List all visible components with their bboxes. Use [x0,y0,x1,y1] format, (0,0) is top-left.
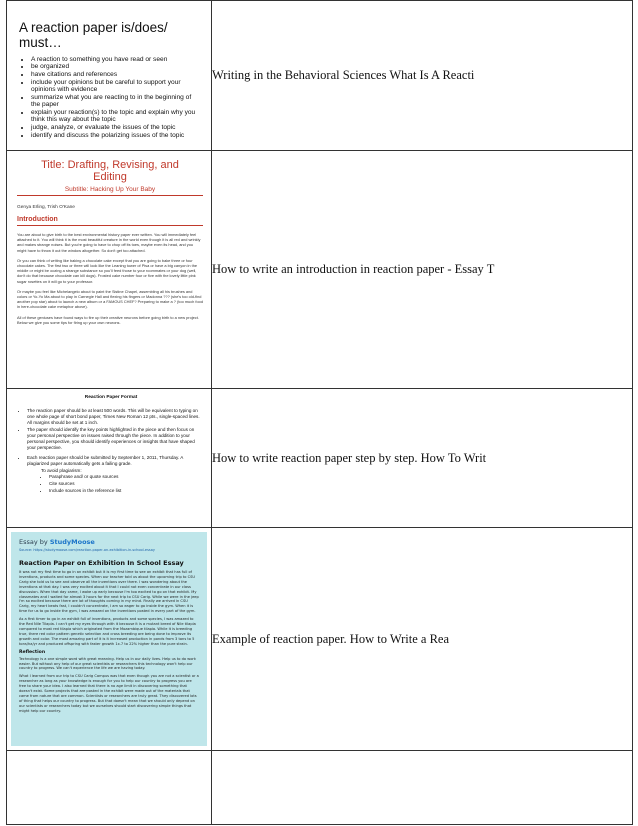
format-list [19,408,203,451]
essay-paragraph: Technology is a one simple word with great meaning. Help us in our daily lives. Help us to do work easier. But without any help of our great scientists or researchers this technology won't help our country to progress. We can't experience the life we are having today. [19,656,196,671]
essay-thumbnail [11,532,207,746]
doc-paragraph: Or you can think of writing like baking a chocolate cake except that you are going to bake three or four chocolate cakes. The first two or three will look like the Leaning tower of Pisa or have a big canyon in the middle or might be oozing a strange substance so you'll feed those to your roommates or your dog (well, don't do that because chocolate can kill dogs). Frosted cake number four or five with the lovely little pink sugar rosettes on it will go to your professor. [17,257,198,284]
doc-paragraph: You are about to give birth to the best environmental history paper ever written. You will immediately feel attached to it. You will think it is the most beautiful creature in the world even though it is all red and wrinkly and makes strange noises. But you're going to have to chop off its toes, maybe even its head, and you might have to throw it out the window altogether. So don't get too attached. [17,232,201,253]
caption-cell[interactable] [212,1,633,151]
bullet-item: • explain your reaction(s) to the topic and explain why you think this way about the topic [31,109,201,124]
grid-row [7,528,633,751]
doc-paragraph: All of these geniuses have found ways to fire up their creative neurons before going birth to a new project. Below we give you some tips for firing up your own neurons. [17,314,199,325]
format-heading: Reaction Paper Format [84,395,138,400]
results-grid [6,0,633,825]
thumbnail-cell[interactable] [7,389,212,528]
bullet-item: • summarize what you are reacting to in the beginning of the paper [31,94,201,109]
format-list [19,455,203,467]
essay-by-label: Essay by [19,538,48,546]
avoid-label: To avoid plagiarism: [41,468,82,473]
grid-row [7,389,633,528]
caption-text: Example of reaction paper. How to Write a Rea [212,631,450,646]
document-thumbnail [7,389,211,527]
avoid-item: • Include sources in the reference list [49,488,203,494]
caption-cell[interactable] [212,528,633,751]
thumbnail-cell[interactable] [7,528,212,751]
format-item: • Each reaction paper should be submitted by September 1, 2011, Thursday. A plagiarized paper automatically gets a failing grade. [27,455,203,467]
essay-paragraph: What I learned from our trip to CSU Carig Campus was that even though you are not a scientist or a researcher as long as your knowledge is enough for you to help our country to progress you are free to share your idea. I also learned that there is no age limit in discovering something that doesn't exist. Some projects that are posted in the exhibit were made out of the materials that came from nature that are common. Scientists or researchers are truly great. They discovered lots of thing that helps our country to progress. But that doesn't mean that we should only depend on our scientists or researchers today but we ourselves should start discovering simple things that might help our country. [19,674,199,713]
essay-source-link[interactable]: Source: https://studymoose.com/reaction-paper-on-exhibition-in-school-essay [19,548,155,552]
avoid-list [19,474,203,494]
avoid-item: • Paraphrase and/ or quote sources [49,474,203,480]
reflection-heading: Reflection [19,649,46,655]
format-item: • The paper should identify the key points highlighted in the piece and then focus on your personal perspective on issues raised through the piece. In addition to your personal perspective, you should identify experiences or insights that have shaped your perspective. [27,427,203,451]
bullet-item: • judge, analyze, or evaluate the issues of the topic [31,124,201,132]
bullet-item: • have citations and references [31,71,201,79]
grid-row [7,1,633,151]
caption-cell[interactable] [212,151,633,389]
grid-row [7,151,633,389]
doc-authors: Genya Erling, Trish O'Kane [17,205,75,210]
caption-text: How to write an introduction in reaction paper - Essay T [212,262,495,276]
bullet-item: • identify and discuss the polarizing issues of the topic [31,132,201,140]
avoid-item: • Cite sources [49,481,203,487]
bullet-item: • A reaction to something you have read or seen [31,56,201,64]
caption-text: Writing in the Behavioral Sciences What Is A Reacti [212,68,475,82]
thumbnail-cell[interactable] [7,1,212,151]
bullet-item: • be organized [31,63,201,71]
doc-title: Title: Drafting, Revising, and Editing [41,159,179,183]
essay-title: Reaction Paper on Exhibition In School Essay [19,559,184,567]
caption-cell[interactable] [212,389,633,528]
document-thumbnail [7,151,211,388]
brand-logo: StudyMoose [49,538,95,546]
bullet-item: • include your opinions but be careful to support your opinions with evidence [31,79,201,94]
empty-cell [7,751,212,825]
empty-cell [212,751,633,825]
doc-paragraph: Or maybe you feel like Michelangelo about to paint the Sistine Chapel, assembling all his brushes and colors or Yo-Yo Ma about to play in Carnegie Hall and flexing his fingers or Madonna ??? (she's too old-find another pop star) about to launch a new album or a FAMOUS CHEF? Preparing to make a ? (too much food in here-chocolate cake metaphor above). [17,288,203,310]
slide-heading: A reaction paper is/does/ must… [19,19,168,50]
slide-bullet-list [19,56,201,140]
essay-paragraph: As a first timer to go in an exhibit full of inventions, products and some species, I was amazed to the Red Nile Tilapia. I can't get my eyes through with it because it is a mutant breed of Nile tilapia compared to most red tilapia which originated from the Mozambique tilapia. While it is breeding true, there red color pattern genetic selection and cross breeding are being done to improve its growth and color. The most amazing part of it is it increased production in ponds from 3 tons to 5 tons/ha/yr and produced offspring with faster growth 1x.7 to 22% higher than the pure strain. [19,617,196,646]
grid-row [7,751,633,825]
format-item: • The reaction paper should be at least 500 words. This will be equivalent to typing on one whole page of short bond paper, Times New Roman 12 pts., single-spaced lines. All margins should be set at 1 inch. [27,408,203,426]
thumbnail-cell[interactable] [7,151,212,389]
caption-text: How to write reaction paper step by step. How To Writ [212,450,487,465]
doc-subtitle: Subtitle: Hacking Up Your Baby [17,186,203,196]
doc-section-heading: Introduction [17,216,203,226]
slide-thumbnail [7,12,211,140]
essay-byline [19,538,199,546]
essay-paragraph: It was not my first time to go in an exhibit but it is my first time to see an exhibit that has full of inventions, products and some species. When our teacher told us about the upcoming trip to CSU Carig she told us to see and observe all the inventions over there. I was wondering about the inventions at that day. I was very excited about it that I could not even concentrate in our class discussion. When that day came, I woke up early because I'm too excited to go on that exhibit. My classmates and I waited for almost 3 hours for the next trip to CSU Carig. While we were in the jeep I'm so excited because there are lot of thoughts coming in my mind. Finally we arrived in CSU Carig, my heart beats fast, I couldn't concentrate, I am so eager to go inside the gym. When it is time for us to go inside the gym, I was amazed on the inventions posted in every part of the gym. [19,570,199,614]
